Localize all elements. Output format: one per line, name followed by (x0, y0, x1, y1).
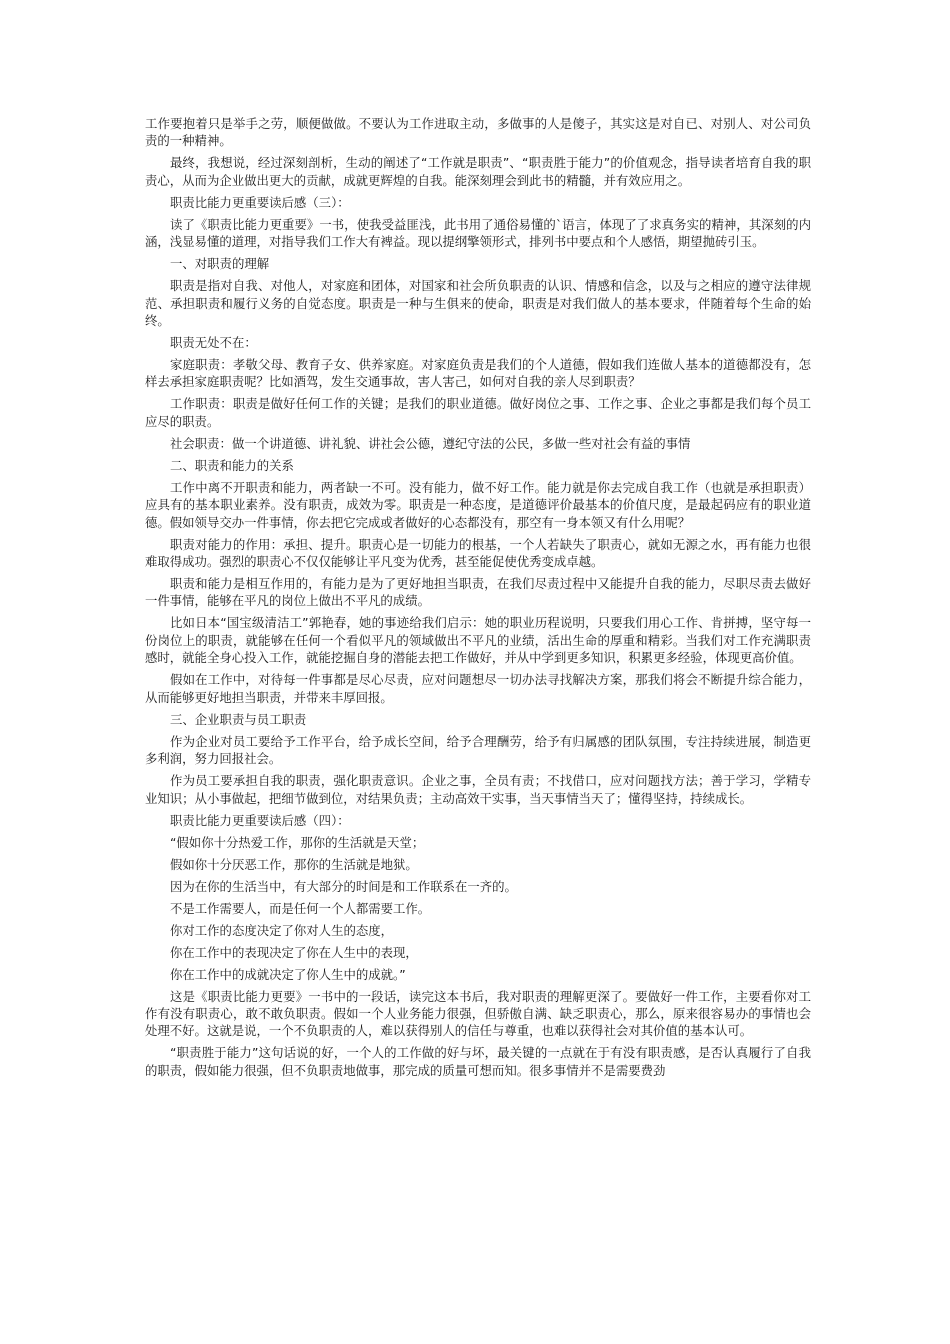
paragraph: 社会职责：做一个讲道德、讲礼貌、讲社会公德，遵纪守法的公民，多做一些对社会有益的事情 (170, 435, 691, 451)
paragraph: 职责是指对自我、对他人，对家庭和团体，对国家和社会所负职责的认识、情感和信念，以及与之相应的遵守法律规范、承担职责和履行义务的自觉态度。职责是一种与生俱来的使命，职责是对我们做人的基本要求，伴随着每个生命的始终。 (145, 278, 811, 329)
paragraph: 二、职责和能力的关系 (170, 457, 294, 473)
paragraph: 工作中离不开职责和能力，两者缺一不可。没有能力，做不好工作。能力就是你去完成自我工作（也就是承担职责）应具有的基本职业素养。没有职责，成效为零。职责是一种态度，是道德评价最基本的价值尺度，是最起码应有的职业道德。假如领导交办一件事情，你去把它完成或者做好的心态都没有，那空有一身本领又有什么用呢？ (145, 479, 811, 530)
paragraph: 作为员工要承担自我的职责，强化职责意识。企业之事，全员有责；不找借口，应对问题找方法；善于学习，学精专业知识；从小事做起，把细节做到位，对结果负责；主动高效干实事，当天事情当天了；懂得坚持，持续成长。 (145, 773, 811, 806)
paragraph: 职责比能力更重要读后感（四）： (170, 812, 350, 828)
paragraph: 最终，我想说，经过深刻剖析，生动的阐述了“工作就是职责”、“职责胜于能力”的价值观念，指导读者培育自我的职责心，从而为企业做出更大的贡献，成就更辉煌的自我。能深刻理会到此书的精髓，并有效应用之。 (145, 155, 811, 188)
paragraph: 假如你十分厌恶工作，那你的生活就是地狱。 (170, 856, 418, 872)
paragraph: 职责和能力是相互作用的，有能力是为了更好地担当职责，在我们尽责过程中又能提升自我的能力，尽职尽责去做好一件事情，能够在平凡的岗位上做出不平凡的成绩。 (145, 576, 811, 609)
paragraph: 三、企业职责与员工职责 (170, 711, 307, 727)
paragraph: 职责比能力更重要读后感（三）： (170, 194, 350, 210)
paragraph: 假如在工作中，对待每一件事都是尽心尽责，应对问题想尽一切办法寻找解决方案，那我们将会不断提升综合能力，从而能够更好地担当职责，并带来丰厚回报。 (145, 672, 811, 705)
paragraph: “假如你十分热爱工作，那你的生活就是天堂； (170, 834, 425, 850)
paragraph: 你在工作中的表现决定了你在人生中的表现， (170, 944, 418, 960)
paragraph: 因为在你的生活当中，有大部分的时间是和工作联系在一齐的。 (170, 878, 517, 894)
paragraph: 一、对职责的理解 (170, 256, 270, 272)
paragraph: 比如日本“国宝级清洁工”郭艳春，她的事迹给我们启示：她的职业历程说明，只要我们用心工作、肯拼搏，坚守每一份岗位上的职责，就能够在任何一个看似平凡的领域做出不平凡的业绩，活出生命的厚重和精彩。当我们对工作充满职责感时，就能全身心投入工作，就能挖掘自身的潜能去把工作做好，并从中学到更多知识，积累更多经验，体现更高价值。 (145, 615, 811, 666)
paragraph: 家庭职责：孝敬父母、教育子女、供养家庭。对家庭负责是我们的个人道德，假如我们连做人基本的道德都没有，怎样去承担家庭职责呢？比如酒驾，发生交通事故，害人害己，如何对自我的亲人尽到职责？ (145, 357, 811, 390)
paragraph: “职责胜于能力”这句话说的好，一个人的工作做的好与坏，最关键的一点就在于有没有职责感，是否认真履行了自我的职责，假如能力很强，但不负职责地做事，那完成的质量可想而知。很多事情并不是需要费劲 (145, 1045, 811, 1078)
paragraph: 职责对能力的作用：承担、提升。职责心是一切能力的根基，一个人若缺失了职责心，就如无源之水，再有能力也很难取得成功。强烈的职责心不仅仅能够让平凡变为优秀，甚至能促使优秀变成卓越。 (145, 536, 811, 570)
paragraph: 作为企业对员工要给予工作平台，给予成长空间，给予合理酬劳，给予有归属感的团队氛围，专注持续进展，制造更多利润，努力回报社会。 (145, 733, 811, 767)
document-body (145, 115, 811, 1084)
paragraph: 职责无处不在： (170, 335, 257, 351)
paragraph: 读了《职责比能力更重要》一书，使我受益匪浅，此书用了通俗易懂的`语言，体现了了求真务实的精神，其深刻的内涵，浅显易懂的道理，对指导我们工作大有裨益。现以提纲擎领形式，排列书中要点和个人感悟，期望抛砖引玉。 (145, 216, 811, 250)
paragraph: 你对工作的态度决定了你对人生的态度， (170, 922, 394, 938)
paragraph: 工作要抱着只是举手之劳，顺便做做。不要认为工作进取主动，多做事的人是傻子，其实这是对自已、对别人、对公司负责的一种精神。 (145, 116, 811, 149)
paragraph: 不是工作需要人，而是任何一个人都需要工作。 (170, 900, 431, 916)
paragraph: 你在工作中的成就决定了你人生中的成就。” (170, 966, 406, 982)
paragraph: 这是《职责比能力更要》一书中的一段话，读完这本书后，我对职责的理解更深了。要做好一件工作，主要看你对工作有没有职责心，敢不敢负职责。假如一个人业务能力很强，但骄傲自满、缺乏职责心，那么，原来很容易办的事情也会处理不好。这就是说，一个不负职责的人，难以获得别人的信任与尊重，也难以获得社会对其价值的基本认可。 (145, 988, 811, 1039)
paragraph: 工作职责：职责是做好任何工作的关键；是我们的职业道德。做好岗位之事、工作之事、企业之事都是我们每个员工应尽的职责。 (145, 396, 811, 429)
